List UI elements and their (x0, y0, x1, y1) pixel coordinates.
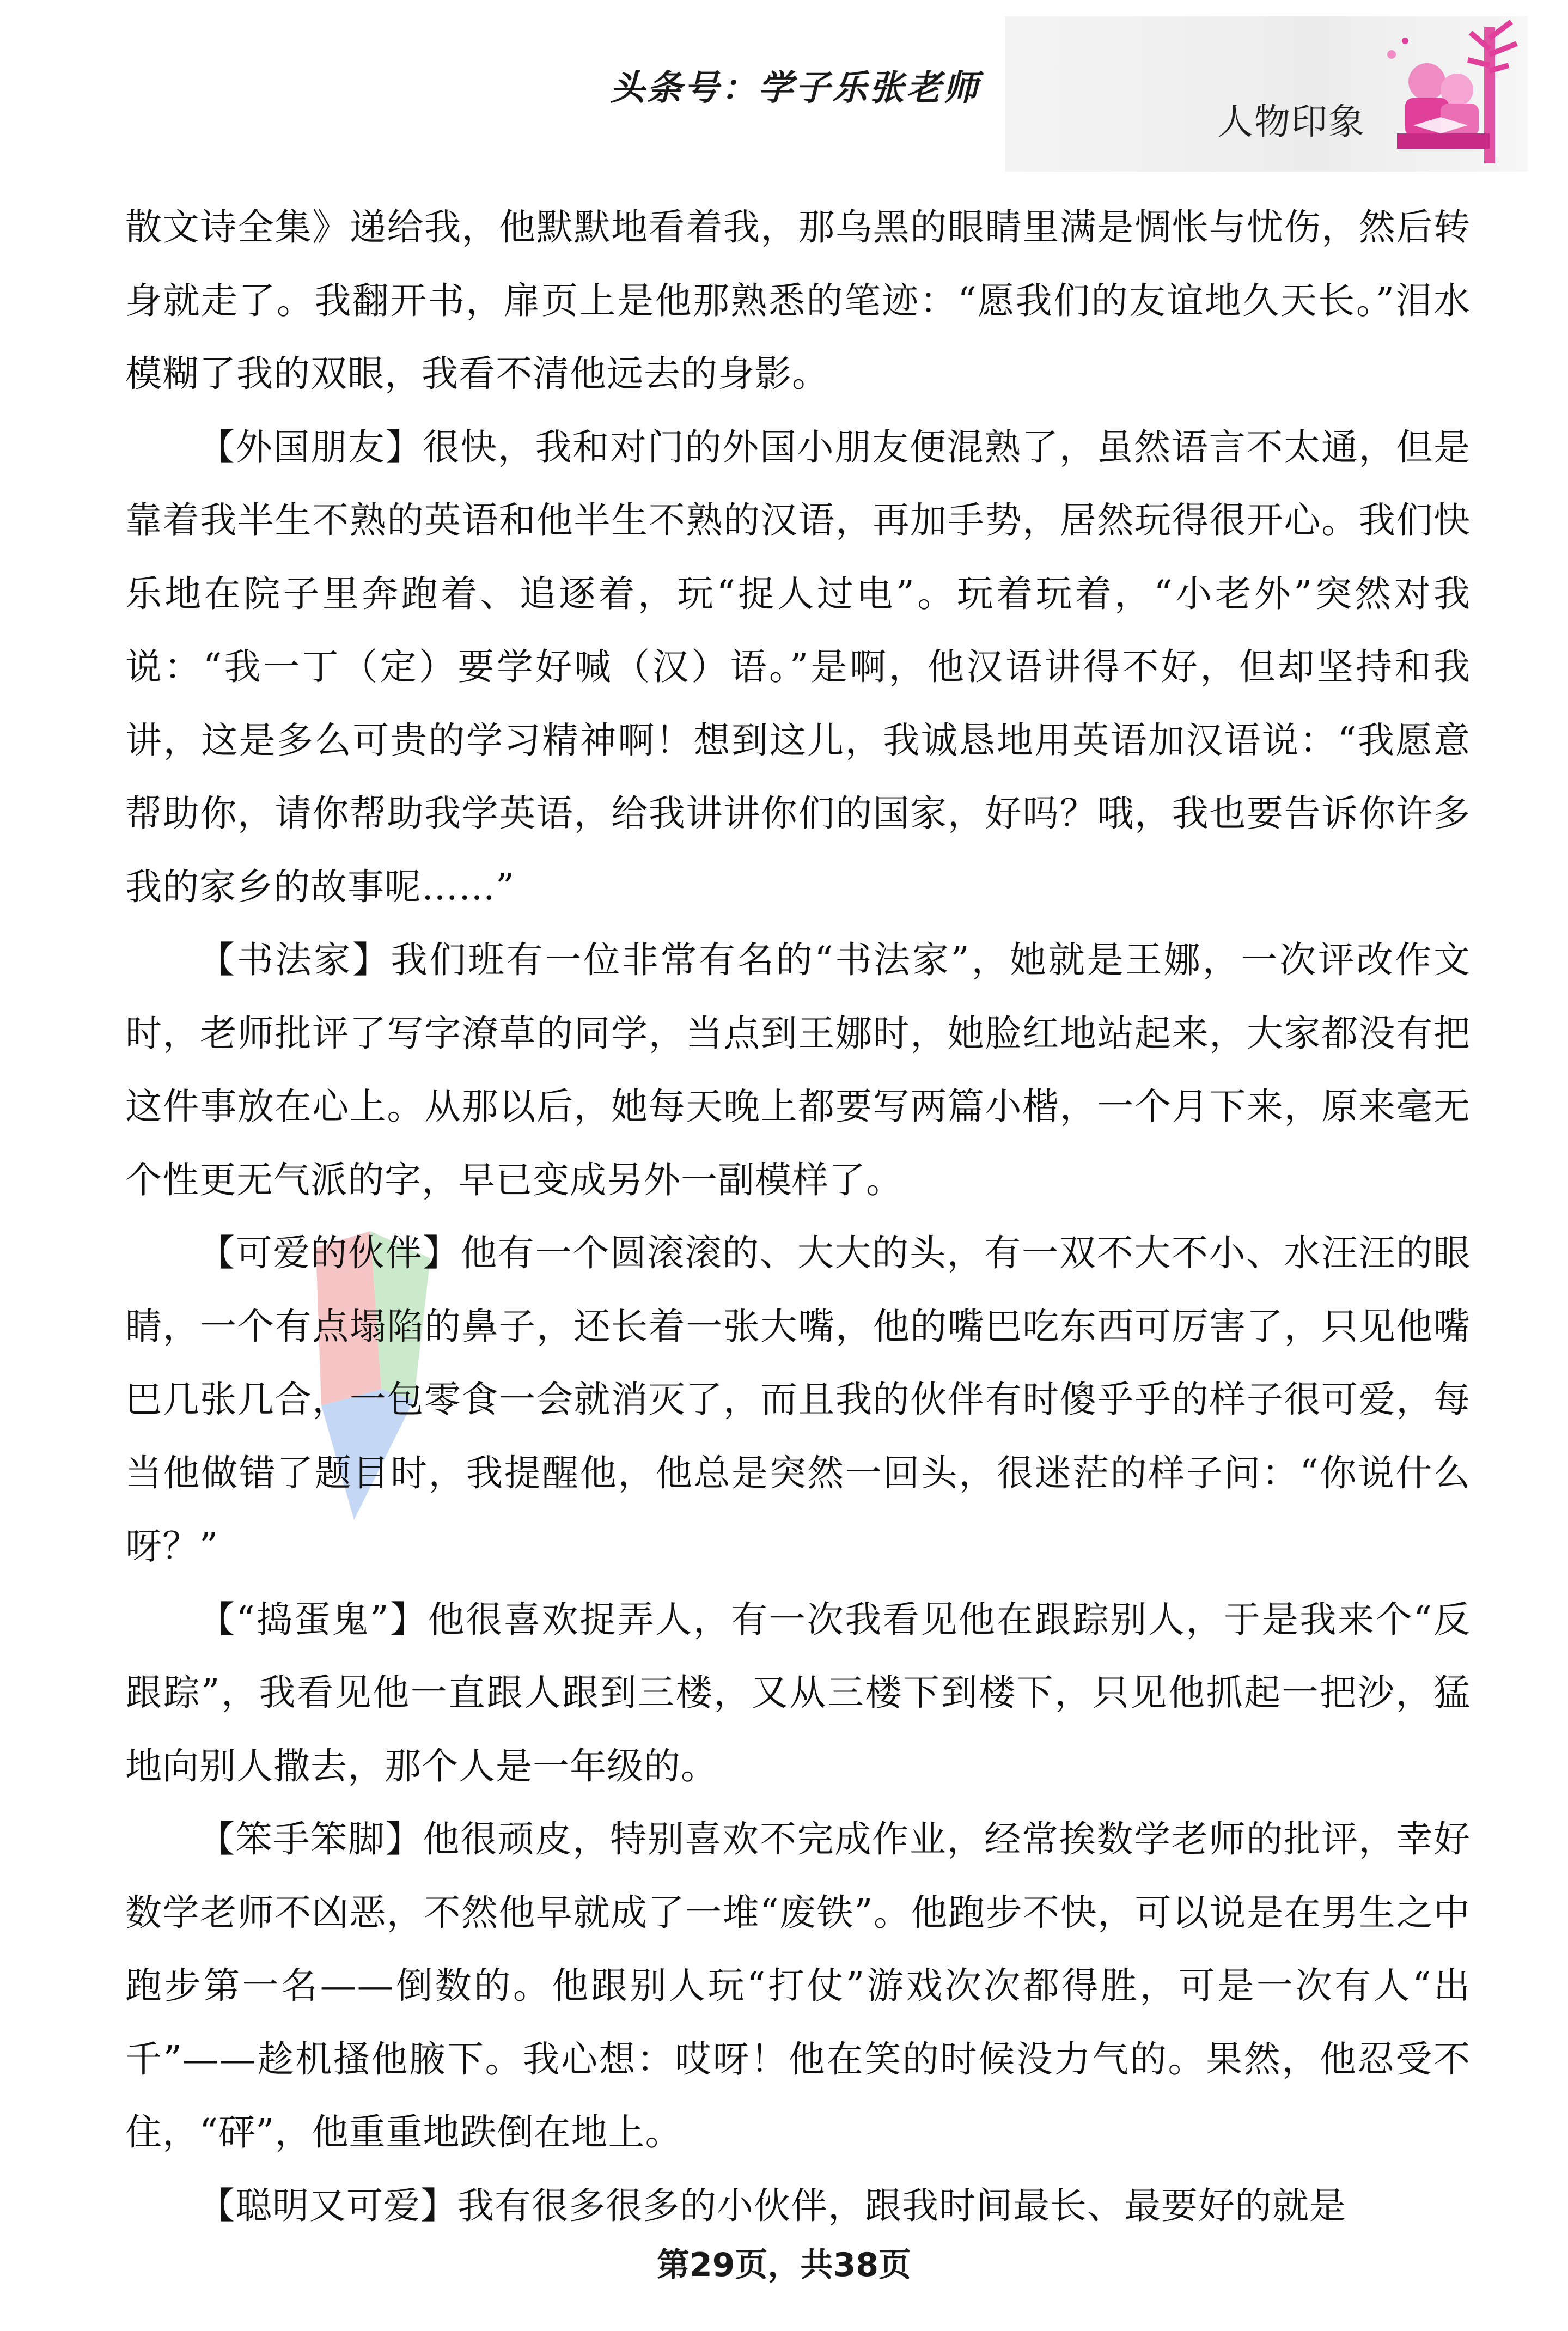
article-body (125, 191, 1471, 2242)
header-source: 头条号：学子乐张老师 (610, 68, 980, 108)
paragraph-calligrapher: 【书法家】我们班有一位非常有名的“书法家”，她就是王娜，一次评改作文时，老师批评了写字潦草的同学，当点到王娜时，她脸红地站起来，大家都没有把这件事放在心上。从那以后，她每天晚上都要写两篇小楷，一个月下来，原来毫无个性更无气派的字，早已变成另外一副模样了。 (125, 939, 1471, 1201)
paragraph-continuation: 散文诗全集》递给我，他默默地看着我，那乌黑的眼睛里满是惆怅与忧伤，然后转身就走了。我翻开书，扉页上是他那熟悉的笔迹：“愿我们的友谊地久天长。”泪水模糊了我的双眼，我看不清他远去的身影。 (125, 206, 1471, 395)
section-badge (1005, 16, 1528, 172)
children-reading-icon (1375, 16, 1528, 172)
paragraph-troublemaker: 【“捣蛋鬼”】他很喜欢捉弄人，有一次我看见他在跟踪别人，于是我来个“反跟踪”，我看见他一直跟人跟到三楼，又从三楼下到楼下，只见他抓起一把沙，猛地向别人撒去，那个人是一年级的。 (125, 1598, 1471, 1787)
page-header (0, 0, 1568, 180)
paragraph-clumsy: 【笨手笨脚】他很顽皮，特别喜欢不完成作业，经常挨数学老师的批评，幸好数学老师不凶恶，不然他早就成了一堆“废铁”。他跑步不快，可以说是在男生之中跑步第一名——倒数的。他跟别人玩“打仗”游戏次次都得胜，可是一次有人“出千”——趁机搔他腋下。我心想：哎呀！他在笑的时候没力气的。果然，他忍受不住，“砰”，他重重地跌倒在地上。 (125, 1818, 1471, 2153)
page-footer (0, 2239, 1568, 2286)
paragraph-smart-cute: 【聪明又可爱】我有很多很多的小伙伴，跟我时间最长、最要好的就是 (198, 2184, 1346, 2227)
paragraph-foreign-friend: 【外国朋友】很快，我和对门的外国小朋友便混熟了，虽然语言不太通，但是靠着我半生不熟的英语和他半生不熟的汉语，再加手势，居然玩得很开心。我们快乐地在院子里奔跑着、追逐着，玩“捉人过电”。玩着玩着，“小老外”突然对我说：“我一丁（定）要学好喊（汉）语。”是啊，他汉语讲得不好，但却坚持和我讲，这是多么可贵的学习精神啊！想到这儿，我诚恳地用英语加汉语说：“我愿意帮助你，请你帮助我学英语，给我讲讲你们的国家，好吗？哦，我也要告诉你许多我的家乡的故事呢……” (125, 425, 1471, 908)
section-badge-label: 人物印象 (1217, 101, 1365, 143)
paragraph-cute-partner: 【可爱的伙伴】他有一个圆滚滚的、大大的头，有一双不大不小、水汪汪的眼睛，一个有点塌陷的鼻子，还长着一张大嘴，他的嘴巴吃东西可厉害了，只见他嘴巴几张几合，一包零食一会就消灭了，而且我的伙伴有时傻乎乎的样子很可爱，每当他做错了题目时，我提醒他，他总是突然一回头，很迷茫的样子问：“你说什么呀？” (125, 1232, 1471, 1567)
page-number: 第29页，共38页 (657, 2246, 911, 2284)
